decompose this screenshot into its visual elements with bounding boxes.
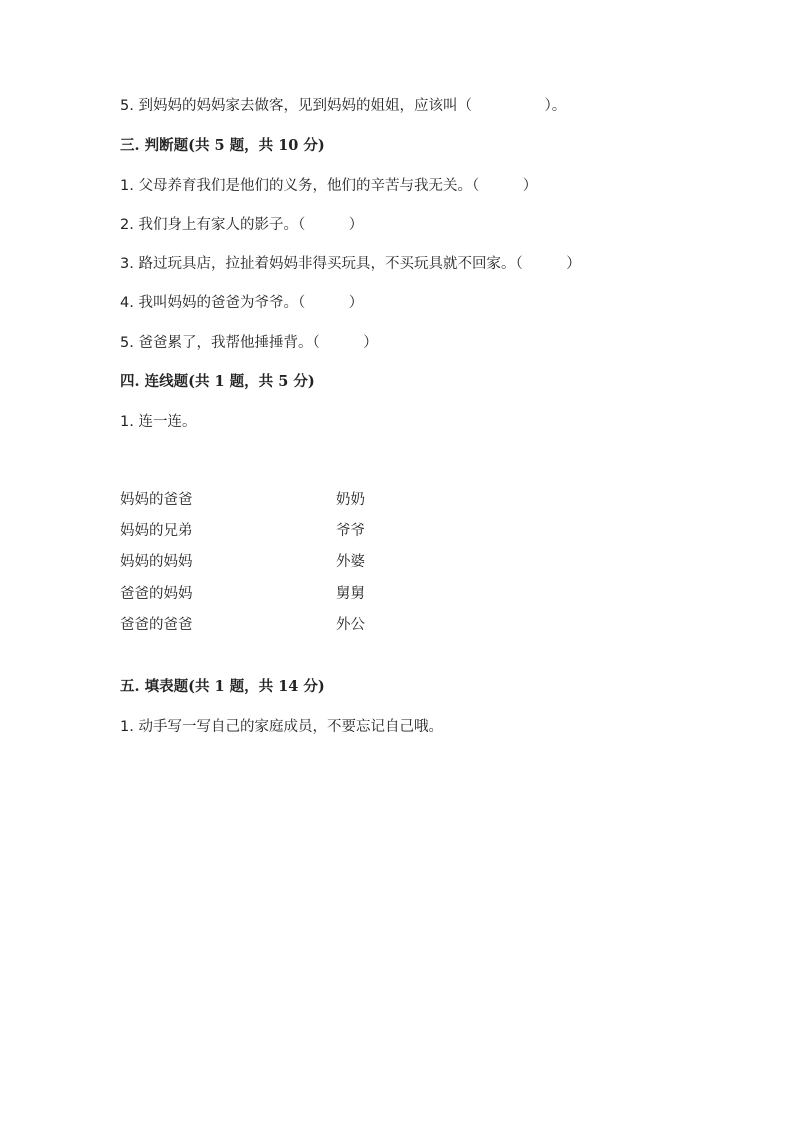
matching-right-item: 外婆 [336,554,365,570]
matching-right-item: 爷爷 [336,523,365,539]
judgment-item-1: 1. 父母养育我们是他们的义务，他们的辛苦与我无关。（ ） [120,178,538,194]
matching-left-item: 爸爸的妈妈 [120,586,193,602]
matching-left-item: 妈妈的爸爸 [120,492,193,508]
matching-left-item: 妈妈的妈妈 [120,554,193,570]
table-question: 1. 动手写一写自己的家庭成员，不要忘记自己哦。 [120,719,443,735]
matching-right-item: 外公 [336,617,365,633]
matching-left-item: 妈妈的兄弟 [120,523,193,539]
fill-question-5: 5. 到妈妈的妈妈家去做客，见到妈妈的姐姐，应该叫（ ）。 [120,98,567,114]
matching-right-item: 奶奶 [336,492,365,508]
section-4-title: 四. 连线题(共 1 题，共 5 分) [120,373,315,390]
judgment-item-4: 4. 我叫妈妈的爸爸为爷爷。（ ） [120,295,364,311]
matching-right-item: 舅舅 [336,586,365,602]
judgment-item-2: 2. 我们身上有家人的影子。（ ） [120,217,364,233]
matching-question: 1. 连一连。 [120,414,197,430]
judgment-item-5: 5. 爸爸累了，我帮他捶捶背。（ ） [120,335,378,351]
judgment-item-3: 3. 路过玩具店，拉扯着妈妈非得买玩具，不买玩具就不回家。（ ） [120,256,581,272]
matching-left-item: 爸爸的爸爸 [120,617,193,633]
section-5-title: 五. 填表题(共 1 题，共 14 分) [120,678,325,695]
section-3-title: 三. 判断题(共 5 题，共 10 分) [120,137,325,154]
